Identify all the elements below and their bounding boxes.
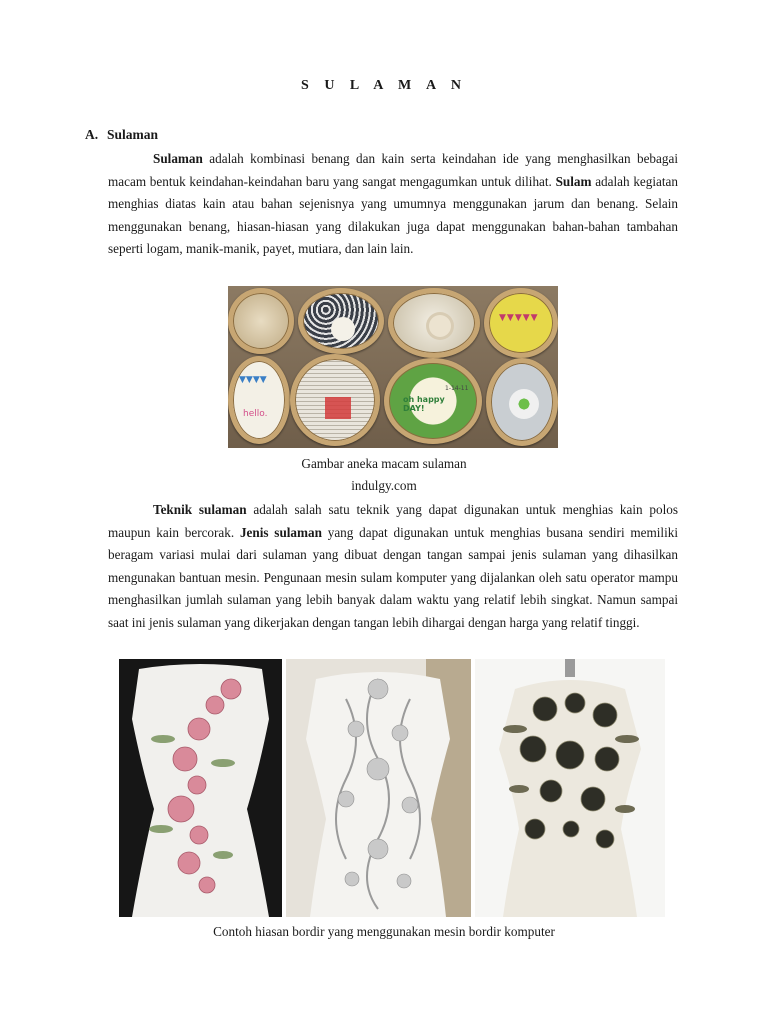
embroidery-hoops-photo [228, 286, 558, 448]
hoop-text-happy-day: oh happy DAY! [403, 395, 445, 413]
section-number: A. [85, 127, 99, 142]
paragraph-sulaman-text2: adalah kegiatan menghias diatas kain atau bahan sejenisnya yang umumnya menggunakan jarum dan benang. Selain menggunakan benang, hiasan-hiasan yang dilakukan juga dapat menggunakan bahan-bahan tambahan seperti logam, manik-manik, payet, mutiara, dan lain lain. [108, 173, 678, 256]
document-title: S U L A M A N [301, 78, 467, 93]
rose-hoop-image [388, 288, 480, 358]
polka-dot-hoop-image [298, 288, 384, 354]
paragraph-teknik [108, 499, 678, 634]
section-heading [85, 127, 158, 143]
hoop-text-date: 1-14-11 [445, 385, 469, 392]
paragraph-teknik-text1: adalah salah satu teknik yang dapat digunakan untuk menghias kain polos maupun kain bercorak. [108, 502, 678, 540]
term-sulaman: Sulaman [153, 151, 203, 166]
term-teknik-sulaman: Teknik sulaman [153, 502, 247, 517]
paragraph-teknik-text2: yang dapat digunakan untuk menghias busana sendiri memiliki beragam variasi mulai dari sulaman yang dibuat dengan tangan sampai jenis sulaman yang dihasilkan mengunakan bantuan mesin. Pengunaan mesin sulam komputer yang dijalankan oleh satu operator mampu menghasilkan jumlah sulaman yang lebih banyak dalam waktu yang relatif lebih singkat. Namun sampai saat ini jenis sulaman yang dikerjakan dengan tangan lebih dihargai dengan harga yang relatif tinggi. [108, 524, 678, 630]
dark-embroidery-photo [475, 659, 665, 917]
figure1-caption: Gambar aneka macam sulaman [301, 456, 467, 471]
lace-hoop-image [228, 288, 294, 354]
term-jenis-sulaman: Jenis sulaman [239, 524, 322, 540]
newspaper-hoop-image [290, 354, 380, 446]
bunting-hoop-image: ▼▼▼▼▼ [484, 288, 558, 358]
happy-day-hoop-image [384, 358, 482, 444]
flower-hoop-image [486, 358, 558, 446]
hoop-text-hello: hello. [243, 409, 268, 419]
section-title: Sulaman [107, 127, 159, 142]
figure1-source: indulgy.com [351, 478, 417, 493]
paragraph-sulaman-text1: adalah kombinasi benang dan kain serta keindahan ide yang menghasilkan bebagai macam bentuk keindahan-keindahan baru yang sangat mengagumkan untuk dilihat. [108, 151, 678, 189]
figure2-caption: Contoh hiasan bordir yang menggunakan mesin bordir komputer [213, 924, 555, 939]
hello-hoop-image: ▼▼▼▼ hello. [228, 356, 290, 444]
silver-embroidery-photo [286, 659, 471, 917]
pink-embroidery-photo [119, 659, 282, 917]
term-sulam: Sulam [555, 173, 592, 189]
paragraph-sulaman [108, 148, 678, 261]
